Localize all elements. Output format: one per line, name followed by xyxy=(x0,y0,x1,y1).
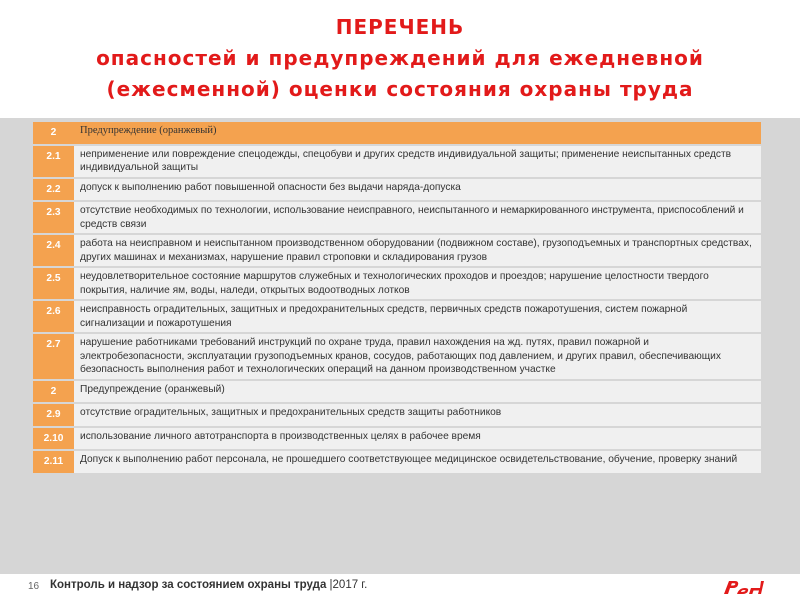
row-text: работа на неисправном и неиспытанном производственном оборудовании (подвижном составе), грузоподъемных и транспортных средствах, других машинах и механизмах, нарушение правил строповки и складирования грузов xyxy=(74,235,761,266)
table-row xyxy=(33,334,761,379)
table-row-section xyxy=(33,122,761,144)
table-row xyxy=(33,202,761,233)
table-row xyxy=(33,268,761,299)
table-row xyxy=(33,235,761,266)
title-line-1: ПЕРЕЧЕНЬ xyxy=(335,15,465,39)
row-number: 2.11 xyxy=(33,451,74,473)
row-number: 2.5 xyxy=(33,268,74,299)
footer xyxy=(0,574,800,600)
page-number: 16 xyxy=(28,581,40,592)
row-number: 2 xyxy=(33,381,74,403)
rzd-logo-icon xyxy=(720,576,770,598)
title-line-3: (ежесменной) оценки состояния охраны труда xyxy=(106,77,694,101)
row-number: 2.6 xyxy=(33,301,74,332)
table-row xyxy=(33,146,761,177)
row-text: неприменение или повреждение спецодежды, спецобуви и других средств индивидуальной защиты; применение неиспытанных средств индивидуальной защиты xyxy=(74,146,761,177)
table-row xyxy=(33,428,761,450)
table-row xyxy=(33,179,761,201)
title-line-2: опасностей и предупреждений для ежедневной xyxy=(96,46,704,70)
row-text: отсутствие оградительных, защитных и предохранительных средств защиты работников xyxy=(74,404,761,426)
row-text: использование личного автотранспорта в производственных целях в рабочее время xyxy=(74,428,761,450)
row-number: 2 xyxy=(33,122,74,144)
title-block xyxy=(0,0,800,118)
table-row xyxy=(33,404,761,426)
row-text: Допуск к выполнению работ персонала, не прошедшего соответствующее медицинское освидетельствование, обучение, проверку знаний xyxy=(74,451,761,473)
row-number: 2.9 xyxy=(33,404,74,426)
footer-text: Контроль и надзор за состоянием охраны труда xyxy=(50,579,330,591)
table-row-section xyxy=(33,381,761,403)
footer-year: |2017 г. xyxy=(329,579,368,591)
row-number: 2.7 xyxy=(33,334,74,379)
row-text: нарушение работниками требований инструкций по охране труда, правил нахождения на жд. путях, правил пожарной и электробезопасности, эксплуатации грузоподъемных кранов, сосудов, работающих под давлением, и других правил, обеспечивающих безопасность выполнения работ и технологических операций на данном производственном участке xyxy=(74,334,761,379)
row-number: 2.2 xyxy=(33,179,74,201)
hazards-table xyxy=(33,120,761,475)
row-number: 2.10 xyxy=(33,428,74,450)
row-text: Предупреждение (оранжевый) xyxy=(74,122,761,144)
row-text: неисправность оградительных, защитных и предохранительных средств, первичных средств пожаротушения, систем пожарной сигнализации и пожаротушения xyxy=(74,301,761,332)
row-number: 2.4 xyxy=(33,235,74,266)
row-text: допуск к выполнению работ повышенной опасности без выдачи наряда-допуска xyxy=(74,179,761,201)
table-row xyxy=(33,301,761,332)
row-text: неудовлетворительное состояние маршрутов служебных и технологических проходов и проездов; нарушение целостности твердого покрытия, наличие ям, воды, наледи, открытых водоотводных лотков xyxy=(74,268,761,299)
row-number: 2.1 xyxy=(33,146,74,177)
row-text: Предупреждение (оранжевый) xyxy=(74,381,761,403)
row-text: отсутствие необходимых по технологии, использование неисправного, неиспытанного и немаркированного инструмента, приспособлений и средств связи xyxy=(74,202,761,233)
footer-caption xyxy=(50,579,367,591)
table-row xyxy=(33,451,761,473)
row-number: 2.3 xyxy=(33,202,74,233)
